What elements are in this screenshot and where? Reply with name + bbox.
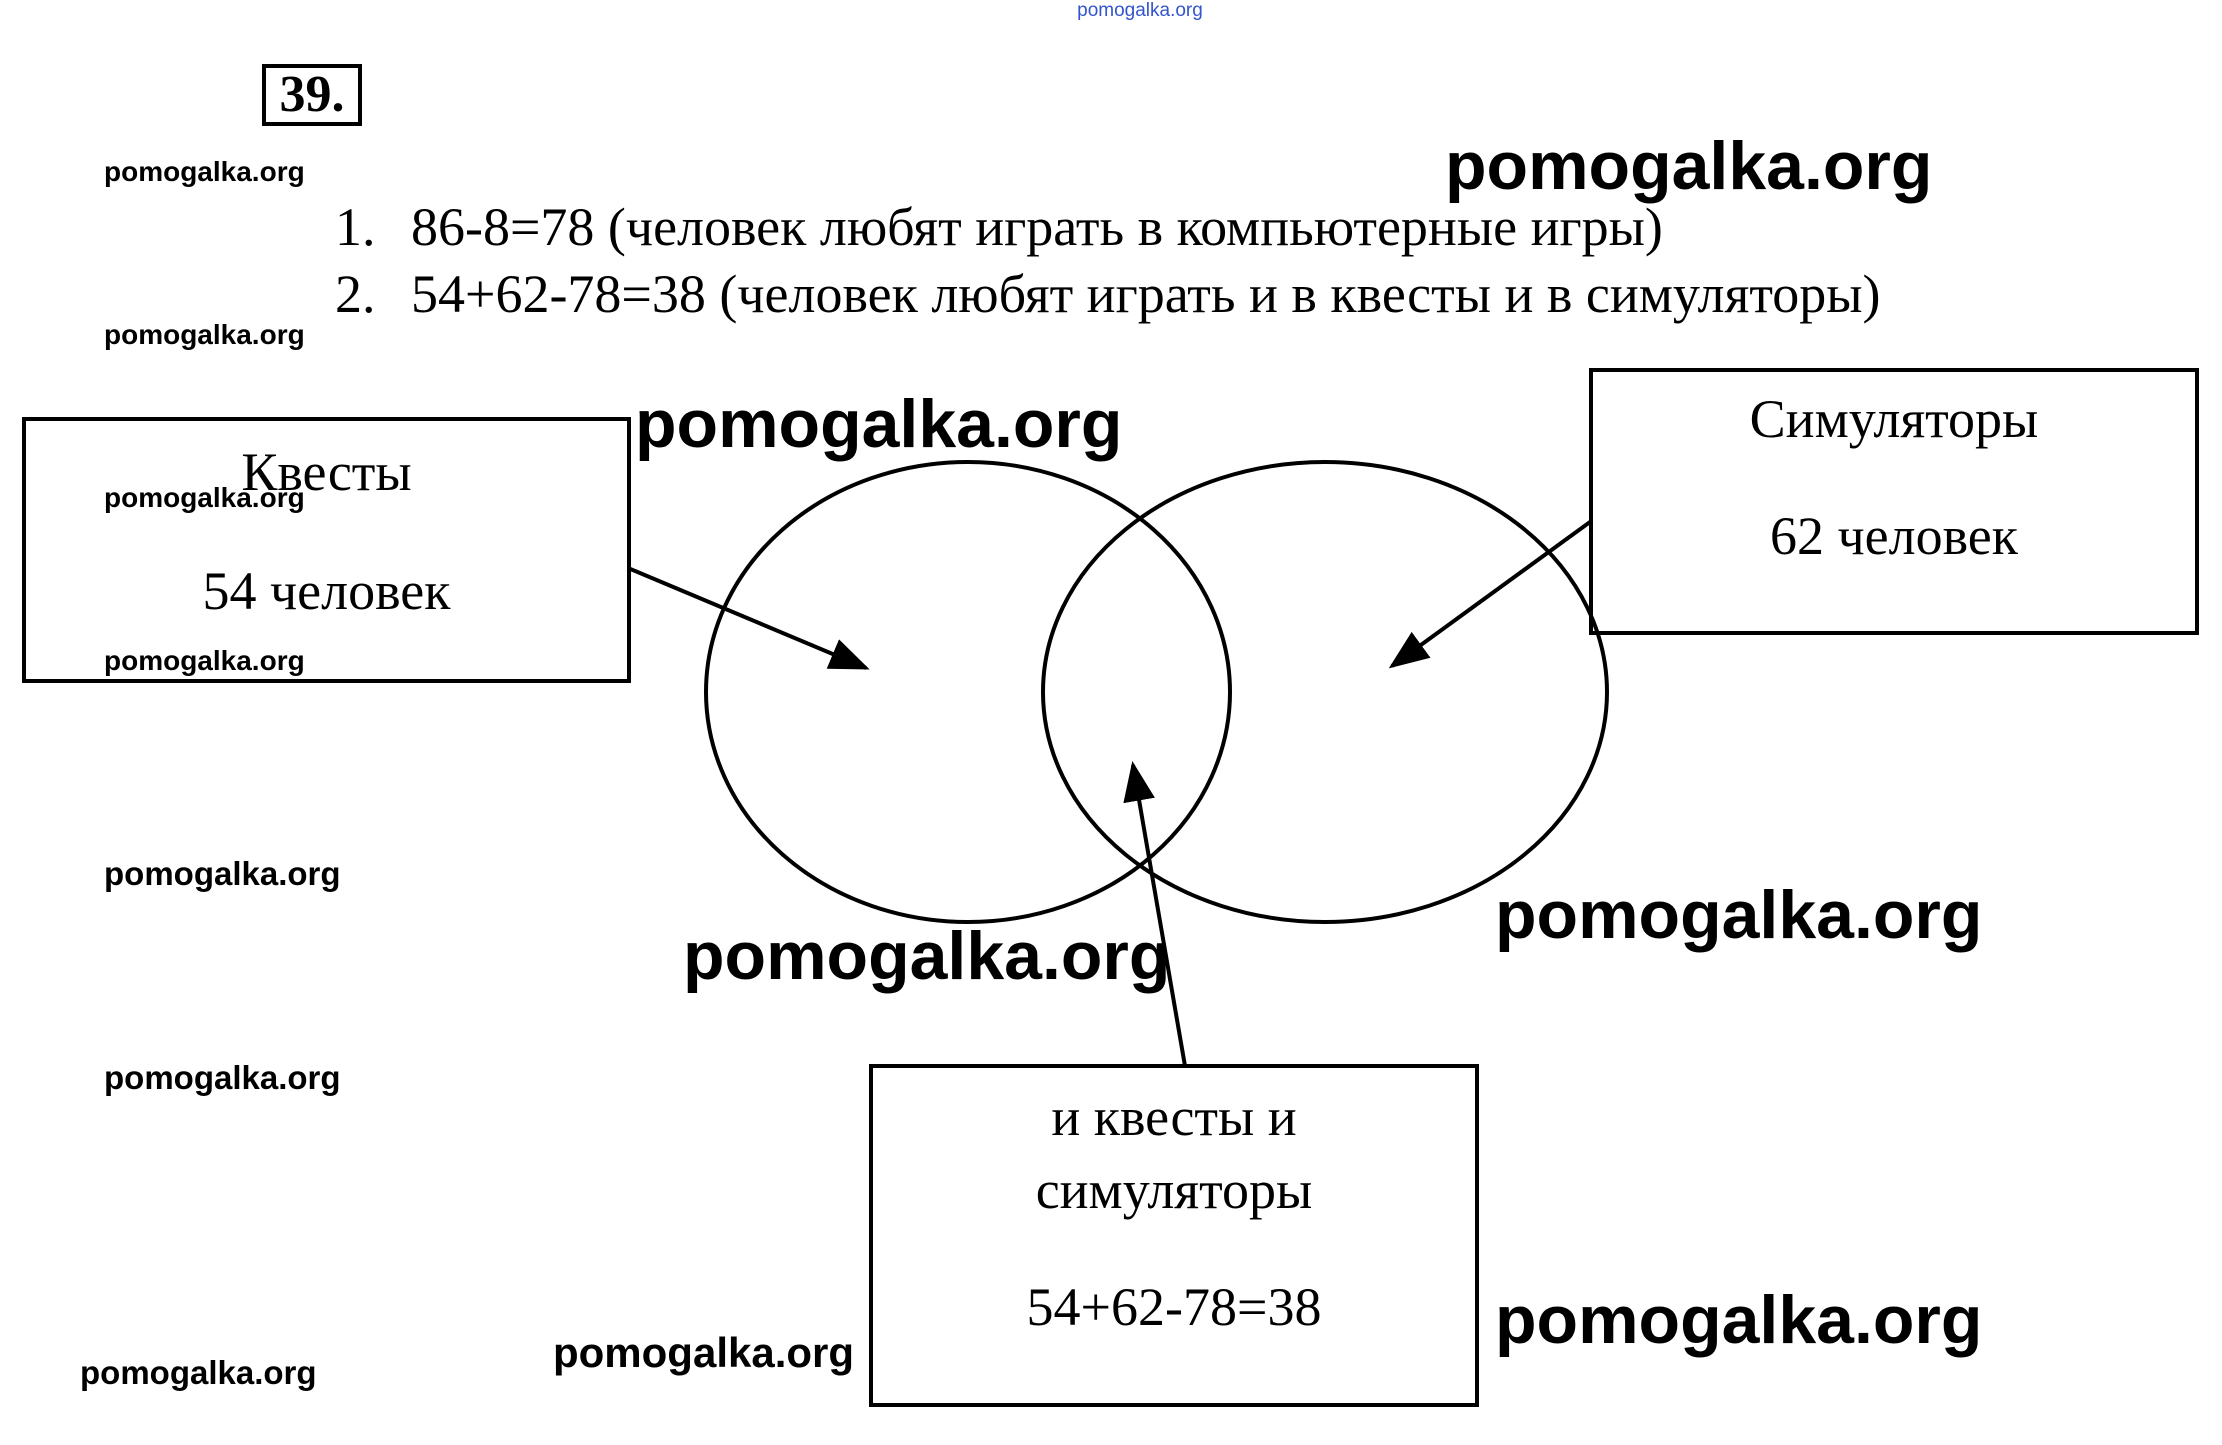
watermark: pomogalka.org: [104, 482, 305, 513]
intersection-formula: 54+62-78=38: [1026, 1277, 1322, 1337]
watermark: pomogalka.org: [104, 645, 305, 676]
intersection-line-2: симуляторы: [1035, 1160, 1313, 1220]
watermark: pomogalka.org: [80, 1354, 317, 1391]
watermark: pomogalka.org: [1445, 128, 1933, 204]
watermark: pomogalka.org: [683, 918, 1171, 994]
watermark: pomogalka.org: [104, 1059, 341, 1096]
arrow-quests: [628, 568, 866, 668]
arrow-simulators: [1392, 522, 1590, 666]
top-watermark: pomogalka.org: [1077, 0, 1203, 21]
step-index: 2.: [335, 264, 376, 324]
quests-title: Квесты: [241, 442, 412, 502]
simulators-count: 62 человек: [1770, 506, 2018, 566]
task-number: 39.: [262, 64, 362, 126]
quests-count: 54 человек: [202, 561, 451, 621]
quests-box: [22, 417, 631, 683]
circle-simulators: [1043, 462, 1607, 922]
step-text: 86-8=78 (человек любят играть в компьютерные игры): [411, 197, 1663, 257]
simulators-title: Симуляторы: [1749, 389, 2039, 449]
watermark: pomogalka.org: [635, 386, 1123, 462]
simulators-box: [1589, 368, 2199, 635]
watermark: pomogalka.org: [104, 156, 305, 187]
arrow-intersection: [1133, 765, 1185, 1066]
step-text: 54+62-78=38 (человек любят играть и в квесты и в симуляторы): [411, 264, 1881, 324]
watermark: pomogalka.org: [553, 1329, 855, 1376]
watermark: pomogalka.org: [1495, 1282, 1983, 1358]
watermark: pomogalka.org: [104, 319, 305, 350]
intersection-box: [869, 1064, 1479, 1407]
step-index: 1.: [335, 197, 376, 257]
intersection-line-1: и квесты и: [1051, 1087, 1297, 1147]
circle-quests: [706, 462, 1230, 922]
watermark: pomogalka.org: [104, 855, 341, 892]
watermark: pomogalka.org: [1495, 877, 1983, 953]
